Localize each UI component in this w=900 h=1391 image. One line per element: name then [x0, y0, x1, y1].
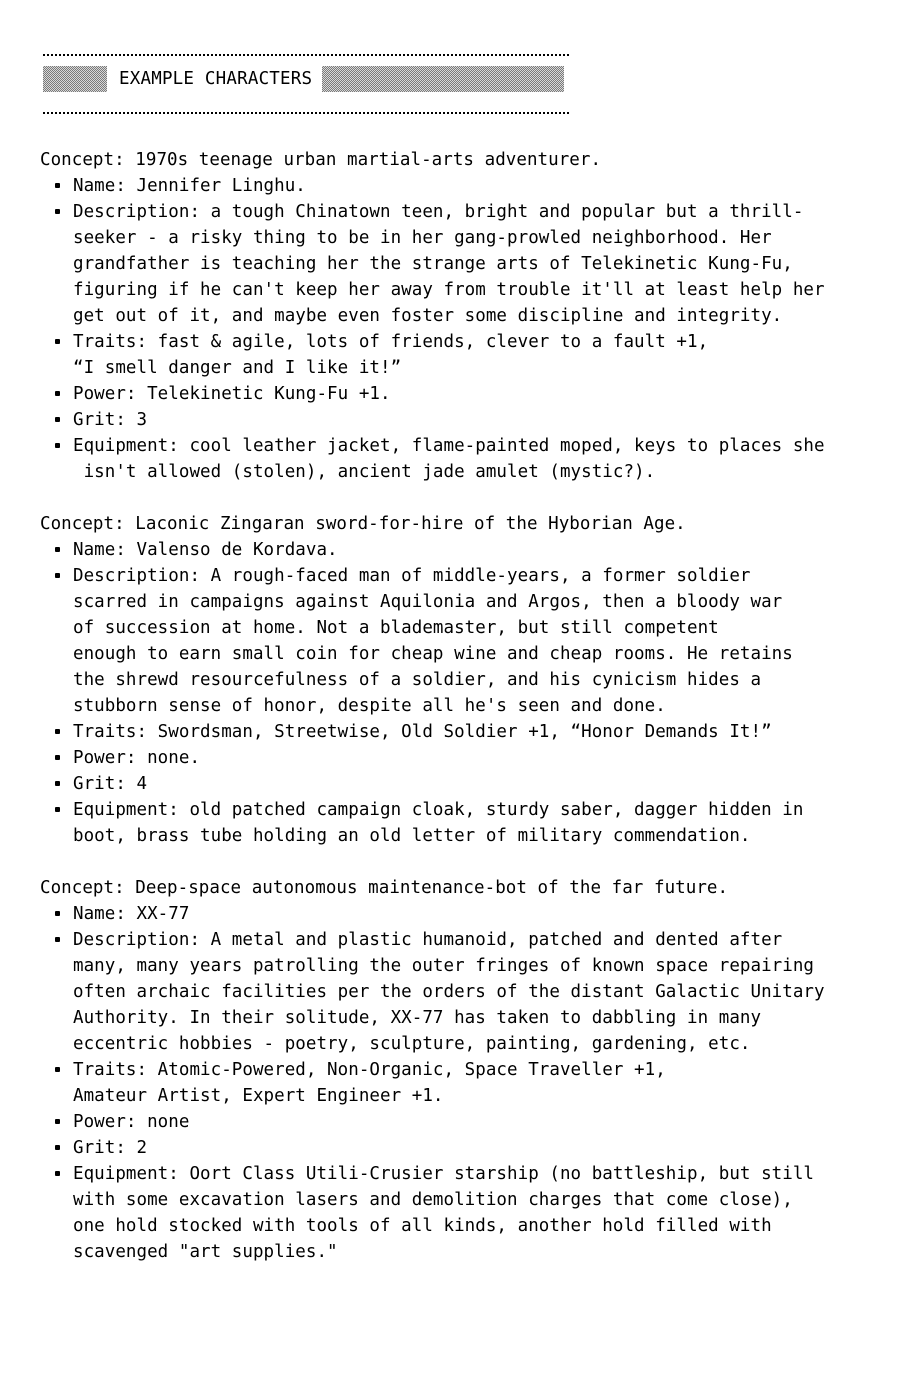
bullet-text: Equipment: old patched campaign cloak, sturdy saber, dagger hidden in boot, brass tube holding an old letter of military commendation.	[73, 800, 804, 846]
character-description-item	[40, 563, 870, 719]
character-name-item	[40, 901, 870, 927]
bullet-icon	[55, 443, 60, 448]
bullet-icon	[55, 937, 60, 942]
bullet-icon	[55, 729, 60, 734]
character-traits-item	[40, 1057, 870, 1109]
character-name-item	[40, 173, 870, 199]
bullet-text: Name: XX-77	[73, 904, 190, 924]
bullet-text: Equipment: Oort Class Utili-Crusier starship (no battleship, but still with some excavation lasers and demolition charges that come close), one hold stocked with tools of all kinds, another hold filled with scavenged "art supplies."	[73, 1164, 815, 1262]
bullet-icon	[55, 547, 60, 552]
character-equipment-item	[40, 1161, 870, 1265]
character-description-item	[40, 199, 870, 329]
section-header	[43, 42, 571, 114]
header-row	[43, 64, 571, 94]
character-grit-item	[40, 1135, 870, 1161]
bullet-text: Traits: Atomic-Powered, Non-Organic, Space Traveller +1, Amateur Artist, Expert Engineer +1.	[73, 1060, 666, 1106]
character-entry-1	[40, 147, 870, 485]
bullet-icon	[55, 807, 60, 812]
bullet-text: Power: none.	[73, 748, 201, 768]
character-power-item	[40, 381, 870, 407]
character-power-item	[40, 745, 870, 771]
bullet-text: Name: Jennifer Linghu.	[73, 176, 306, 196]
character-equipment-item	[40, 797, 870, 849]
section-title: EXAMPLE CHARACTERS	[119, 69, 313, 89]
shaded-bar-left	[43, 66, 107, 92]
bullet-text: Description: a tough Chinatown teen, bright and popular but a thrill- seeker - a risky thing to be in her gang-prowled neighborhood. Her grandfather is teaching her the strange arts of Telekinetic Kung-Fu, figuring if he can't keep her away from trouble it'll at least help her get out of it, and maybe even foster some discipline and integrity.	[73, 202, 825, 326]
bullet-text: Power: none	[73, 1112, 190, 1132]
character-traits-item	[40, 329, 870, 381]
bullet-icon	[55, 1067, 60, 1072]
character-concept: Concept: Deep-space autonomous maintenance-bot of the far future.	[40, 878, 729, 898]
character-description-item	[40, 927, 870, 1057]
character-entry-2	[40, 511, 870, 849]
bullet-icon	[55, 391, 60, 396]
bullet-text: Traits: Swordsman, Streetwise, Old Soldier +1, “Honor Demands It!”	[73, 722, 772, 742]
character-power-item	[40, 1109, 870, 1135]
character-name-item	[40, 537, 870, 563]
bullet-icon	[55, 781, 60, 786]
bullet-text: Traits: fast & agile, lots of friends, clever to a fault +1, “I smell danger and I like it!”	[73, 332, 709, 378]
dotted-rule-bottom	[43, 100, 569, 114]
bullet-text: Grit: 3	[73, 410, 148, 430]
character-grit-item	[40, 407, 870, 433]
character-concept: Concept: Laconic Zingaran sword-for-hire of the Hyborian Age.	[40, 514, 686, 534]
character-grit-item	[40, 771, 870, 797]
bullet-icon	[55, 1171, 60, 1176]
character-traits-item	[40, 719, 870, 745]
bullet-icon	[55, 417, 60, 422]
bullet-text: Equipment: cool leather jacket, flame-painted moped, keys to places she isn't allowed (stolen), ancient jade amulet (mystic?).	[73, 436, 825, 482]
character-entry-3	[40, 875, 870, 1265]
bullet-text: Power: Telekinetic Kung-Fu +1.	[73, 384, 391, 404]
character-concept: Concept: 1970s teenage urban martial-arts adventurer.	[40, 150, 602, 170]
bullet-text: Description: A metal and plastic humanoid, patched and dented after many, many years patrolling the outer fringes of known space repairing often archaic facilities per the orders of the distant Galactic Unitary Authority. In their solitude, XX-77 has taken to dabbling in many eccentric hobbies - poetry, sculpture, painting, gardening, etc.	[73, 930, 825, 1054]
bullet-icon	[55, 209, 60, 214]
bullet-icon	[55, 183, 60, 188]
bullet-icon	[55, 573, 60, 578]
bullet-text: Grit: 2	[73, 1138, 148, 1158]
bullet-text: Grit: 4	[73, 774, 148, 794]
character-equipment-item	[40, 433, 870, 485]
bullet-icon	[55, 755, 60, 760]
bullet-text: Name: Valenso de Kordava.	[73, 540, 338, 560]
bullet-icon	[55, 911, 60, 916]
bullet-text: Description: A rough-faced man of middle-years, a former soldier scarred in campaigns against Aquilonia and Argos, then a bloody war of succession at home. Not a blademaster, but still competent enough to earn small coin for cheap wine and cheap rooms. He retains the shrewd resourcefulness of a soldier, and his cynicism hides a stubborn sense of honor, despite all he's seen and done.	[73, 566, 793, 716]
bullet-icon	[55, 339, 60, 344]
bullet-icon	[55, 1119, 60, 1124]
shaded-bar-right	[322, 66, 564, 92]
document-page	[40, 42, 870, 1265]
dotted-rule-top	[43, 42, 569, 56]
bullet-icon	[55, 1145, 60, 1150]
